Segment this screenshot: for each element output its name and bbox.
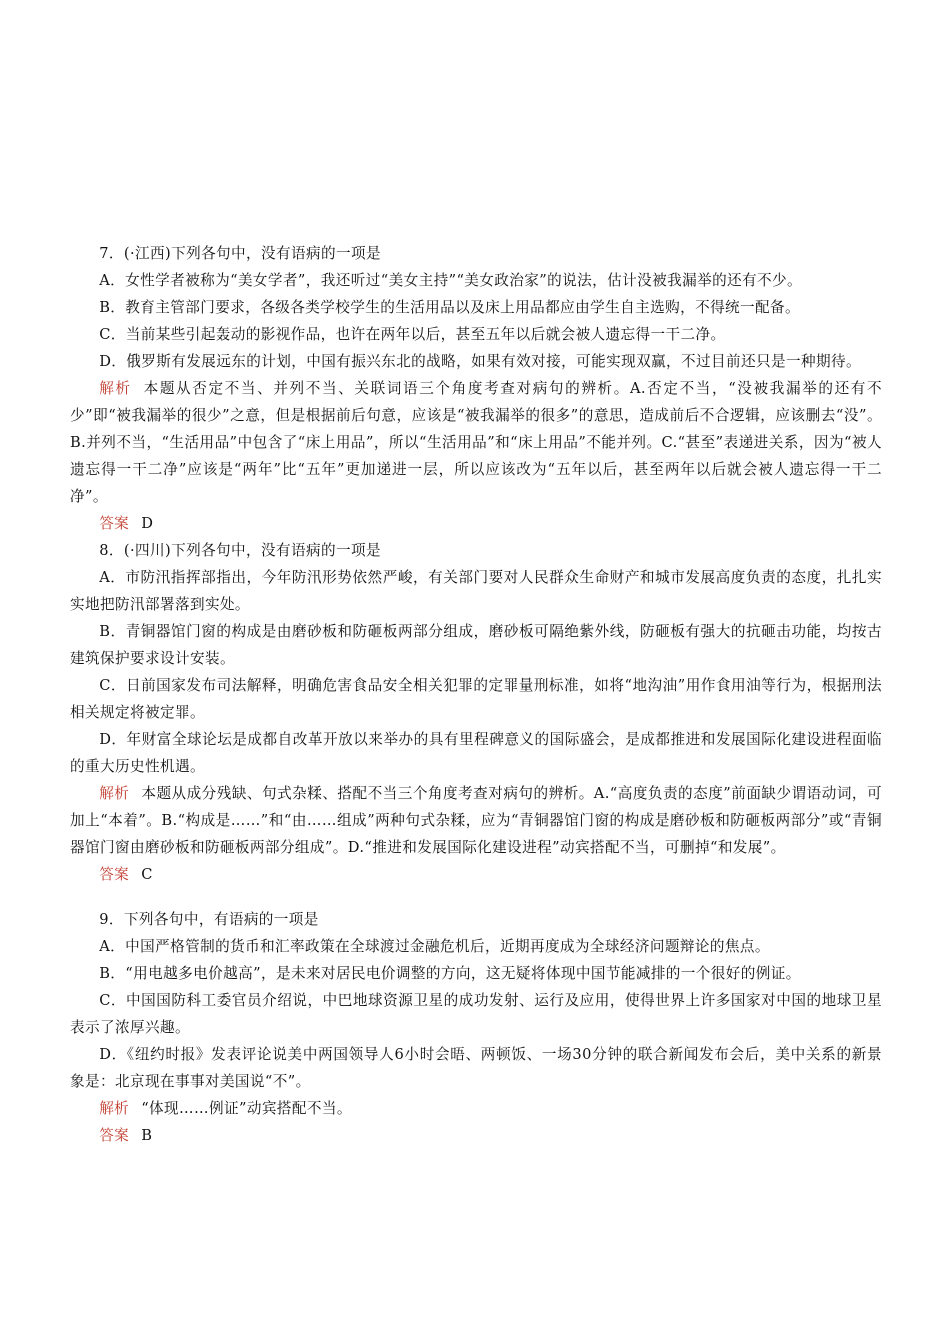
- analysis: [70, 1095, 882, 1122]
- option-b: B．“用电越多电价越高”，是未来对居民电价调整的方向，这无疑将体现中国节能减排的一个很好的例证。: [99, 965, 801, 982]
- document-page: [70, 240, 882, 1149]
- option-b: B．教育主管部门要求，各级各类学校学生的生活用品以及床上用品都应由学生自主选购，不得统一配备。: [99, 299, 801, 316]
- option-d: D．《纽约时报》发表评论说美中两国领导人6小时会晤、两顿饭、一场30分钟的联合新闻发布会后，美中关系的新景象是：北京现在事事对美国说“不”。: [70, 1046, 882, 1090]
- analysis: [70, 375, 882, 510]
- question-stem: 9．下列各句中，有语病的一项是: [99, 911, 319, 928]
- analysis-label: 解析: [99, 380, 132, 397]
- answer: [70, 861, 882, 888]
- analysis-text: 本题从否定不当、并列不当、关联词语三个角度考查对病句的辨析。A.否定不当，“没被我漏举的还有不少”即“被我漏举的很少”之意，但是根据前后句意，应该是“被我漏举的很多”的意思，造成前后不合逻辑，应该删去“没”。B.并列不当，“生活用品”中包含了“床上用品”，所以“生活用品”和“床上用品”不能并列。C.“甚至”表递进关系，因为“被人遗忘得一干二净”应该是“两年”比“五年”更加递进一层，所以应该改为“五年以后，甚至两年以后就会被人遗忘得一干二净”。: [70, 380, 882, 505]
- answer: [70, 1122, 882, 1149]
- answer-label: 答案: [99, 1127, 130, 1144]
- answer-label: 答案: [99, 515, 130, 532]
- option-c: C．日前国家发布司法解释，明确危害食品安全相关犯罪的定罪量刑标准，如将“地沟油”用作食用油等行为，根据刑法相关规定将被定罪。: [70, 677, 882, 721]
- option-a: A．市防汛指挥部指出，今年防汛形势依然严峻，有关部门要对人民群众生命财产和城市发展高度负责的态度，扎扎实实地把防汛部署落到实处。: [70, 569, 882, 613]
- analysis-text: “体现……例证”动宾搭配不当。: [141, 1100, 352, 1117]
- option-a: A．中国严格管制的货币和汇率政策在全球渡过金融危机后，近期再度成为全球经济问题辩论的焦点。: [99, 938, 770, 955]
- option-c: C．当前某些引起轰动的影视作品，也许在两年以后，甚至五年以后就会被人遗忘得一干二净。: [99, 326, 726, 343]
- question-stem: 8．(·四川)下列各句中，没有语病的一项是: [99, 542, 381, 559]
- question-7: [70, 240, 882, 537]
- option-b: B．青铜器馆门窗的构成是由磨砂板和防砸板两部分组成，磨砂板可隔绝紫外线，防砸板有强大的抗砸击功能，均按古建筑保护要求设计安装。: [70, 623, 882, 667]
- analysis-text: 本题从成分残缺、句式杂糅、搭配不当三个角度考查对病句的辨析。A.“高度负责的态度”前面缺少谓语动词，可加上“本着”。B.“构成是……”和“由……组成”两种句式杂糅，应为“青铜器馆门窗的构成是磨砂板和防砸板两部分”或“青铜器馆门窗由磨砂板和防砸板两部分组成”。D.“推进和发展国际化建设进程”动宾搭配不当，可删掉“和发展”。: [70, 785, 882, 856]
- option-d: D．俄罗斯有发展远东的计划，中国有振兴东北的战略，如果有效对接，可能实现双赢，不过目前还只是一种期待。: [99, 353, 861, 370]
- answer-label: 答案: [99, 866, 130, 883]
- question-9: [70, 906, 882, 1149]
- analysis-label: 解析: [99, 785, 130, 802]
- answer: [70, 510, 882, 537]
- analysis-label: 解析: [99, 1100, 130, 1117]
- question-8: [70, 537, 882, 888]
- question-stem: 7．(·江西)下列各句中，没有语病的一项是: [99, 245, 381, 262]
- answer-value: C: [141, 866, 153, 883]
- analysis: [70, 780, 882, 861]
- answer-value: B: [141, 1127, 153, 1144]
- answer-value: D: [141, 515, 154, 532]
- option-c: C．中国国防科工委官员介绍说，中巴地球资源卫星的成功发射、运行及应用，使得世界上许多国家对中国的地球卫星表示了浓厚兴趣。: [70, 992, 882, 1036]
- option-d: D．年财富全球论坛是成都自改革开放以来举办的具有里程碑意义的国际盛会，是成都推进和发展国际化建设进程面临的重大历史性机遇。: [70, 731, 882, 775]
- section-gap: [70, 888, 882, 906]
- option-a: A．女性学者被称为“美女学者”，我还听过“美女主持”“美女政治家”的说法，估计没被我漏举的还有不少。: [99, 272, 803, 289]
